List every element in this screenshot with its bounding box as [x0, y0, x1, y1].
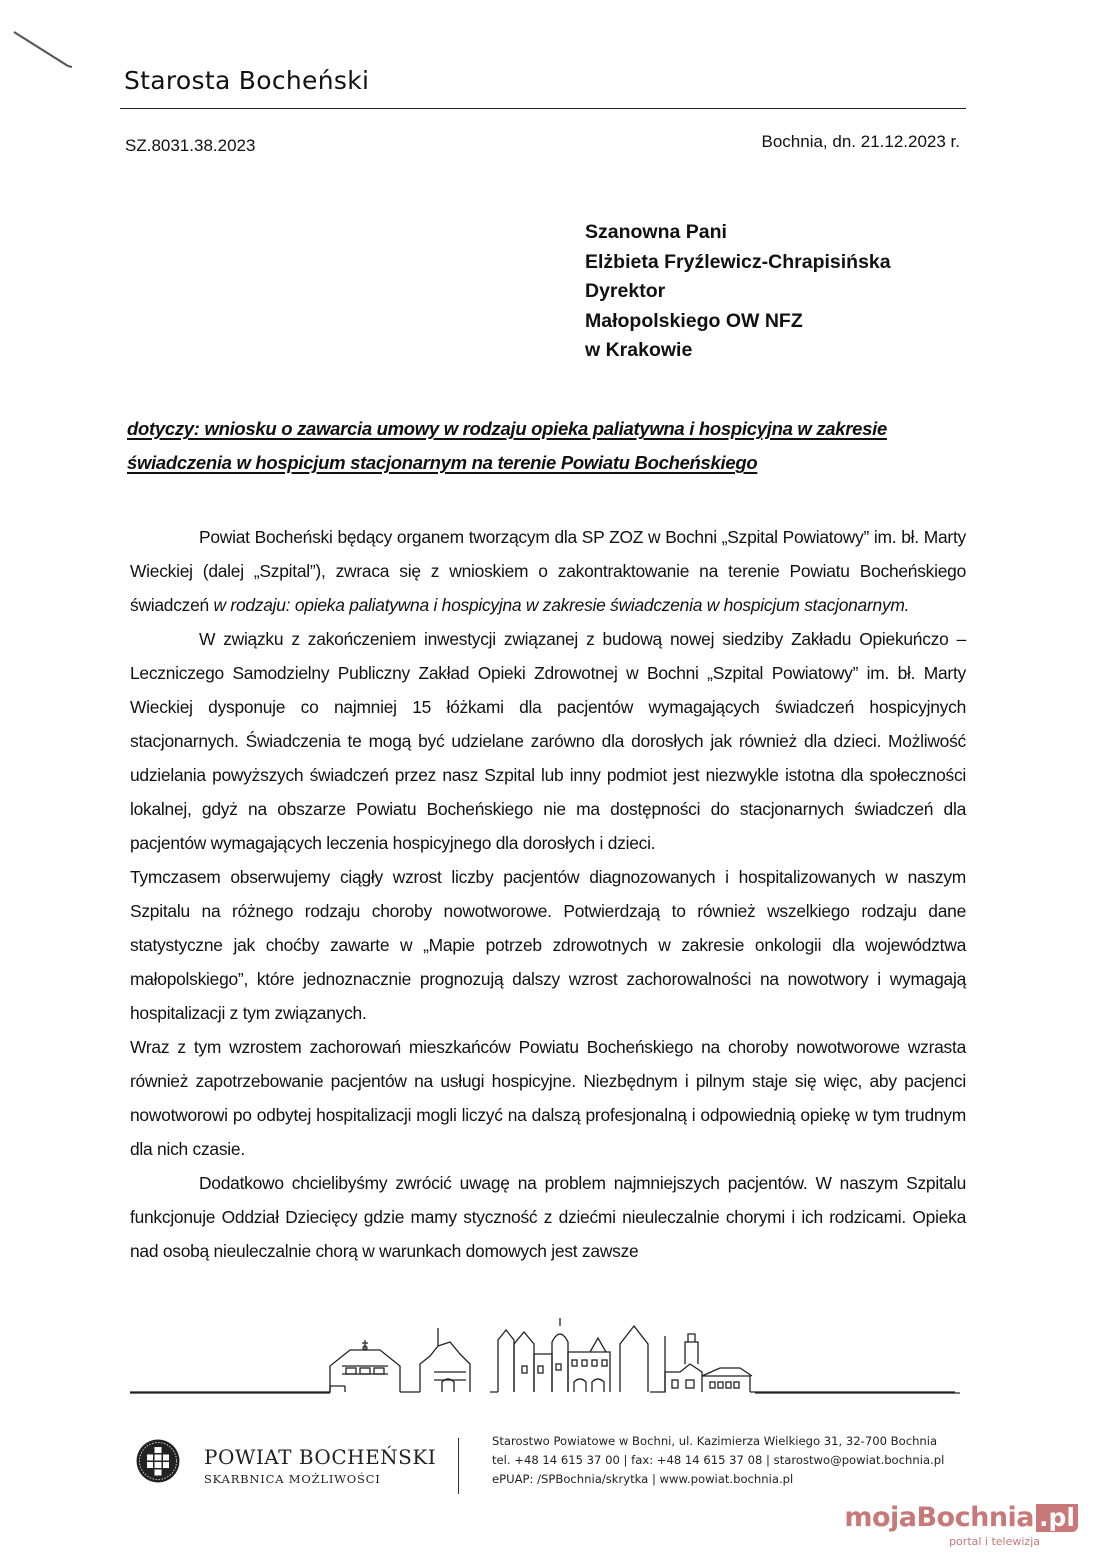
town-skyline-illustration: [120, 1316, 970, 1398]
recipient-title: Dyrektor: [585, 280, 666, 302]
watermark-subtitle: portal i telewizja: [949, 1535, 1040, 1548]
letter-body: [130, 520, 966, 1268]
letterhead-title: Starosta Bocheński: [124, 66, 370, 95]
subject-line: dotyczy: wniosku o zawarcia umowy w rodzaju opieka paliatywna i hospicyjna w zakresie świadczenia w hospicjum stacjonarnym na terenie Powiatu Bocheńskiego: [127, 418, 887, 473]
reference-number: SZ.8031.38.2023: [125, 136, 256, 155]
letter-date: Bochnia, dn. 21.12.2023 r.: [761, 132, 960, 151]
body-paragraph-4: Wraz z tym wzrostem zachorowań mieszkańców Powiatu Bocheńskiego na choroby nowotworowe wzrasta również zapotrzebowanie pacjentów na usługi hospicyjne. Niezbędnym i pilnym staje się więc, aby pacjenci nowotworowi po odbytej hospitalizacji mogli liczyć na dalszą profesjonalną i odpowiednią opiekę w tym trudnym dla nich czasie.: [130, 1037, 966, 1159]
recipient-name: Elżbieta Fryźlewicz-Chrapisińska: [585, 250, 891, 273]
footer-epuap-website: ePUAP: /SPBochnia/skrytka | www.powiat.bochnia.pl: [492, 1472, 794, 1486]
recipient-organization: Małopolskiego OW NFZ: [585, 309, 803, 332]
footer-brand-tagline: SKARBNICA MOŻLIWOŚCI: [204, 1472, 381, 1486]
mojabochnia-watermark: [844, 1502, 1078, 1548]
body-paragraph-1: Powiat Bocheński będący organem tworzącym dla SP ZOZ w Bochni „Szpital Powiatowy” im. bł. Marty Wieckiej (dalej „Szpital”), zwraca się z wnioskiem o zakontraktowanie na terenie Powiatu Bocheńskiego świadczeń w rodzaju: opieka paliatywna i hospicyjna w zakresie świadczenia w hospicjum stacjonarnym.: [130, 527, 966, 615]
watermark-brand: mojaBochnia: [844, 1502, 1035, 1533]
footer-phone-email: tel. +48 14 615 37 00 | fax: +48 14 615 37 08 | starostwo@powiat.bochnia.pl: [492, 1453, 945, 1467]
recipient-salutation: Szanowna Pani: [585, 221, 727, 243]
footer-address: Starostwo Powiatowe w Bochni, ul. Kazimierza Wielkiego 31, 32-700 Bochnia: [492, 1434, 938, 1448]
recipient-city: w Krakowie: [585, 339, 693, 361]
watermark-tld: .pl: [1036, 1504, 1078, 1532]
footer-divider: [458, 1438, 459, 1494]
body-paragraph-5: Dodatkowo chcielibyśmy zwrócić uwagę na problem najmniejszych pacjentów. W naszym Szpitalu funkcjonuje Oddział Dziecięcy gdzie mamy styczność z dziećmi nieuleczalnie chorymi i ich rodzicami. Opieka nad osobą nieuleczalnie chorą w warunkach domowych jest zawsze: [130, 1173, 966, 1261]
letterhead-divider: [120, 108, 966, 109]
staple-mark-icon: [12, 30, 72, 70]
body-paragraph-1-italic: w rodzaju: opieka paliatywna i hospicyjna w zakresie świadczenia w hospicjum stacjonarnym.: [213, 595, 910, 615]
recipient-block: [585, 218, 891, 366]
footer-brand-name: POWIAT BOCHEŃSKI: [204, 1445, 437, 1469]
footer-contact: [492, 1432, 944, 1489]
body-paragraph-2: W związku z zakończeniem inwestycji związanej z budową nowej siedziby Zakładu Opiekuńczo – Leczniczego Samodzielny Publiczny Zakład Opieki Zdrowotnej w Bochni „Szpital Powiatowy” im. bł. Marty Wieckiej dysponuje co najmniej 15 łóżkami dla pacjentów wymagających świadczeń hospicyjnych stacjonarnych. Świadczenia te mogą być udzielane zarówno dla dorosłych jak również dla dzieci. Możliwość udzielania powyższych świadczeń przez nasz Szpital lub inny podmiot jest niezwykle istotna dla społeczności lokalnej, gdyż na obszarze Powiatu Bocheńskiego nie ma dostępności do stacjonarnych świadczeń dla pacjentów wymagających leczenia hospicyjnego dla dorosłych i dzieci.: [130, 629, 966, 853]
footer-brand: [204, 1446, 436, 1486]
body-paragraph-3: Tymczasem obserwujemy ciągły wzrost liczby pacjentów diagnozowanych i hospitalizowanych w naszym Szpitalu na różnego rodzaju choroby nowotworowe. Potwierdzają to również wszelkiego rodzaju dane statystyczne jak choćby zawarte w „Mapie potrzeb zdrowotnych w zakresie onkologii dla województwa małopolskiego”, które jednoznacznie prognozują dalszy wzrost zachorowalności na nowotwory i wymagają hospitalizacji z tym związanych.: [130, 867, 966, 1023]
powiat-bochenski-emblem-icon: [135, 1438, 181, 1484]
